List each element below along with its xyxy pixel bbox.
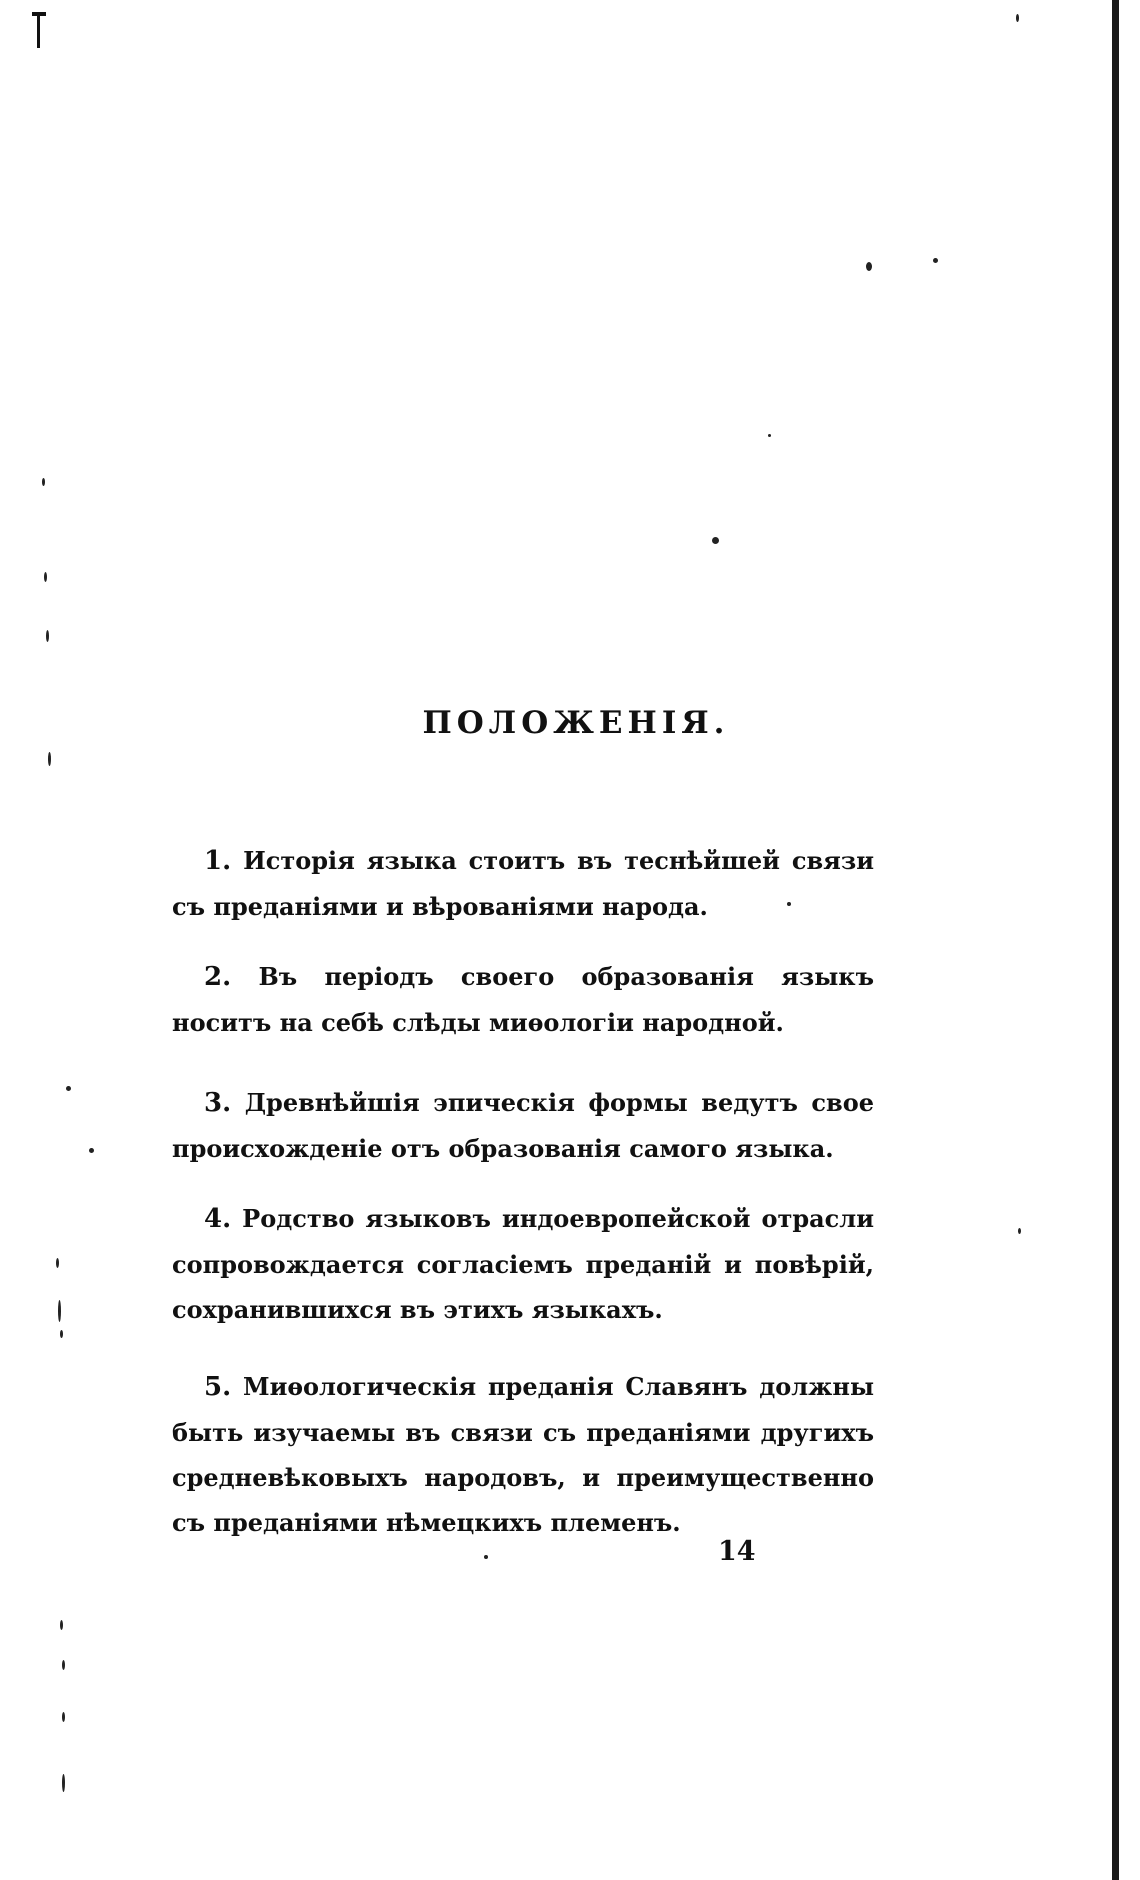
thesis-2 — [172, 954, 874, 1045]
thesis-text: Исторія языка стоитъ въ теснѣйшей связи съ преданіями и вѣрованіями народа. — [172, 846, 875, 921]
page-number: 14 — [718, 1536, 756, 1567]
page-edge-shadow — [1112, 0, 1119, 1880]
thesis-text: Въ періодъ своего образованія языкъ носитъ на себѣ слѣды миѳологіи народной. — [172, 962, 874, 1037]
thesis-3 — [172, 1080, 874, 1171]
thesis-text: Миѳологическія преданія Славянъ должны быть изучаемы въ связи съ преданіями другихъ средневѣковыхъ народовъ, и преимущественно съ преданіями нѣмецкихъ племенъ. — [172, 1372, 874, 1537]
thesis-5 — [172, 1364, 874, 1545]
thesis-number: 1. — [204, 846, 232, 876]
thesis-number: 4. — [204, 1204, 232, 1234]
binding-mark — [32, 12, 42, 48]
thesis-4 — [172, 1196, 874, 1332]
thesis-text: Древнѣйшія эпическія формы ведутъ свое происхожденіе отъ образованія самого языка. — [172, 1088, 874, 1163]
page-heading: ПОЛОЖЕНІЯ. — [422, 705, 730, 741]
thesis-text: Родство языковъ индоевропейской отрасли сопровождается согласіемъ преданій и повѣрій, сохранившихся въ этихъ языкахъ. — [172, 1204, 874, 1324]
thesis-number: 2. — [204, 962, 232, 992]
thesis-number: 3. — [204, 1088, 232, 1118]
thesis-number: 5. — [204, 1372, 232, 1402]
thesis-1 — [172, 838, 874, 929]
